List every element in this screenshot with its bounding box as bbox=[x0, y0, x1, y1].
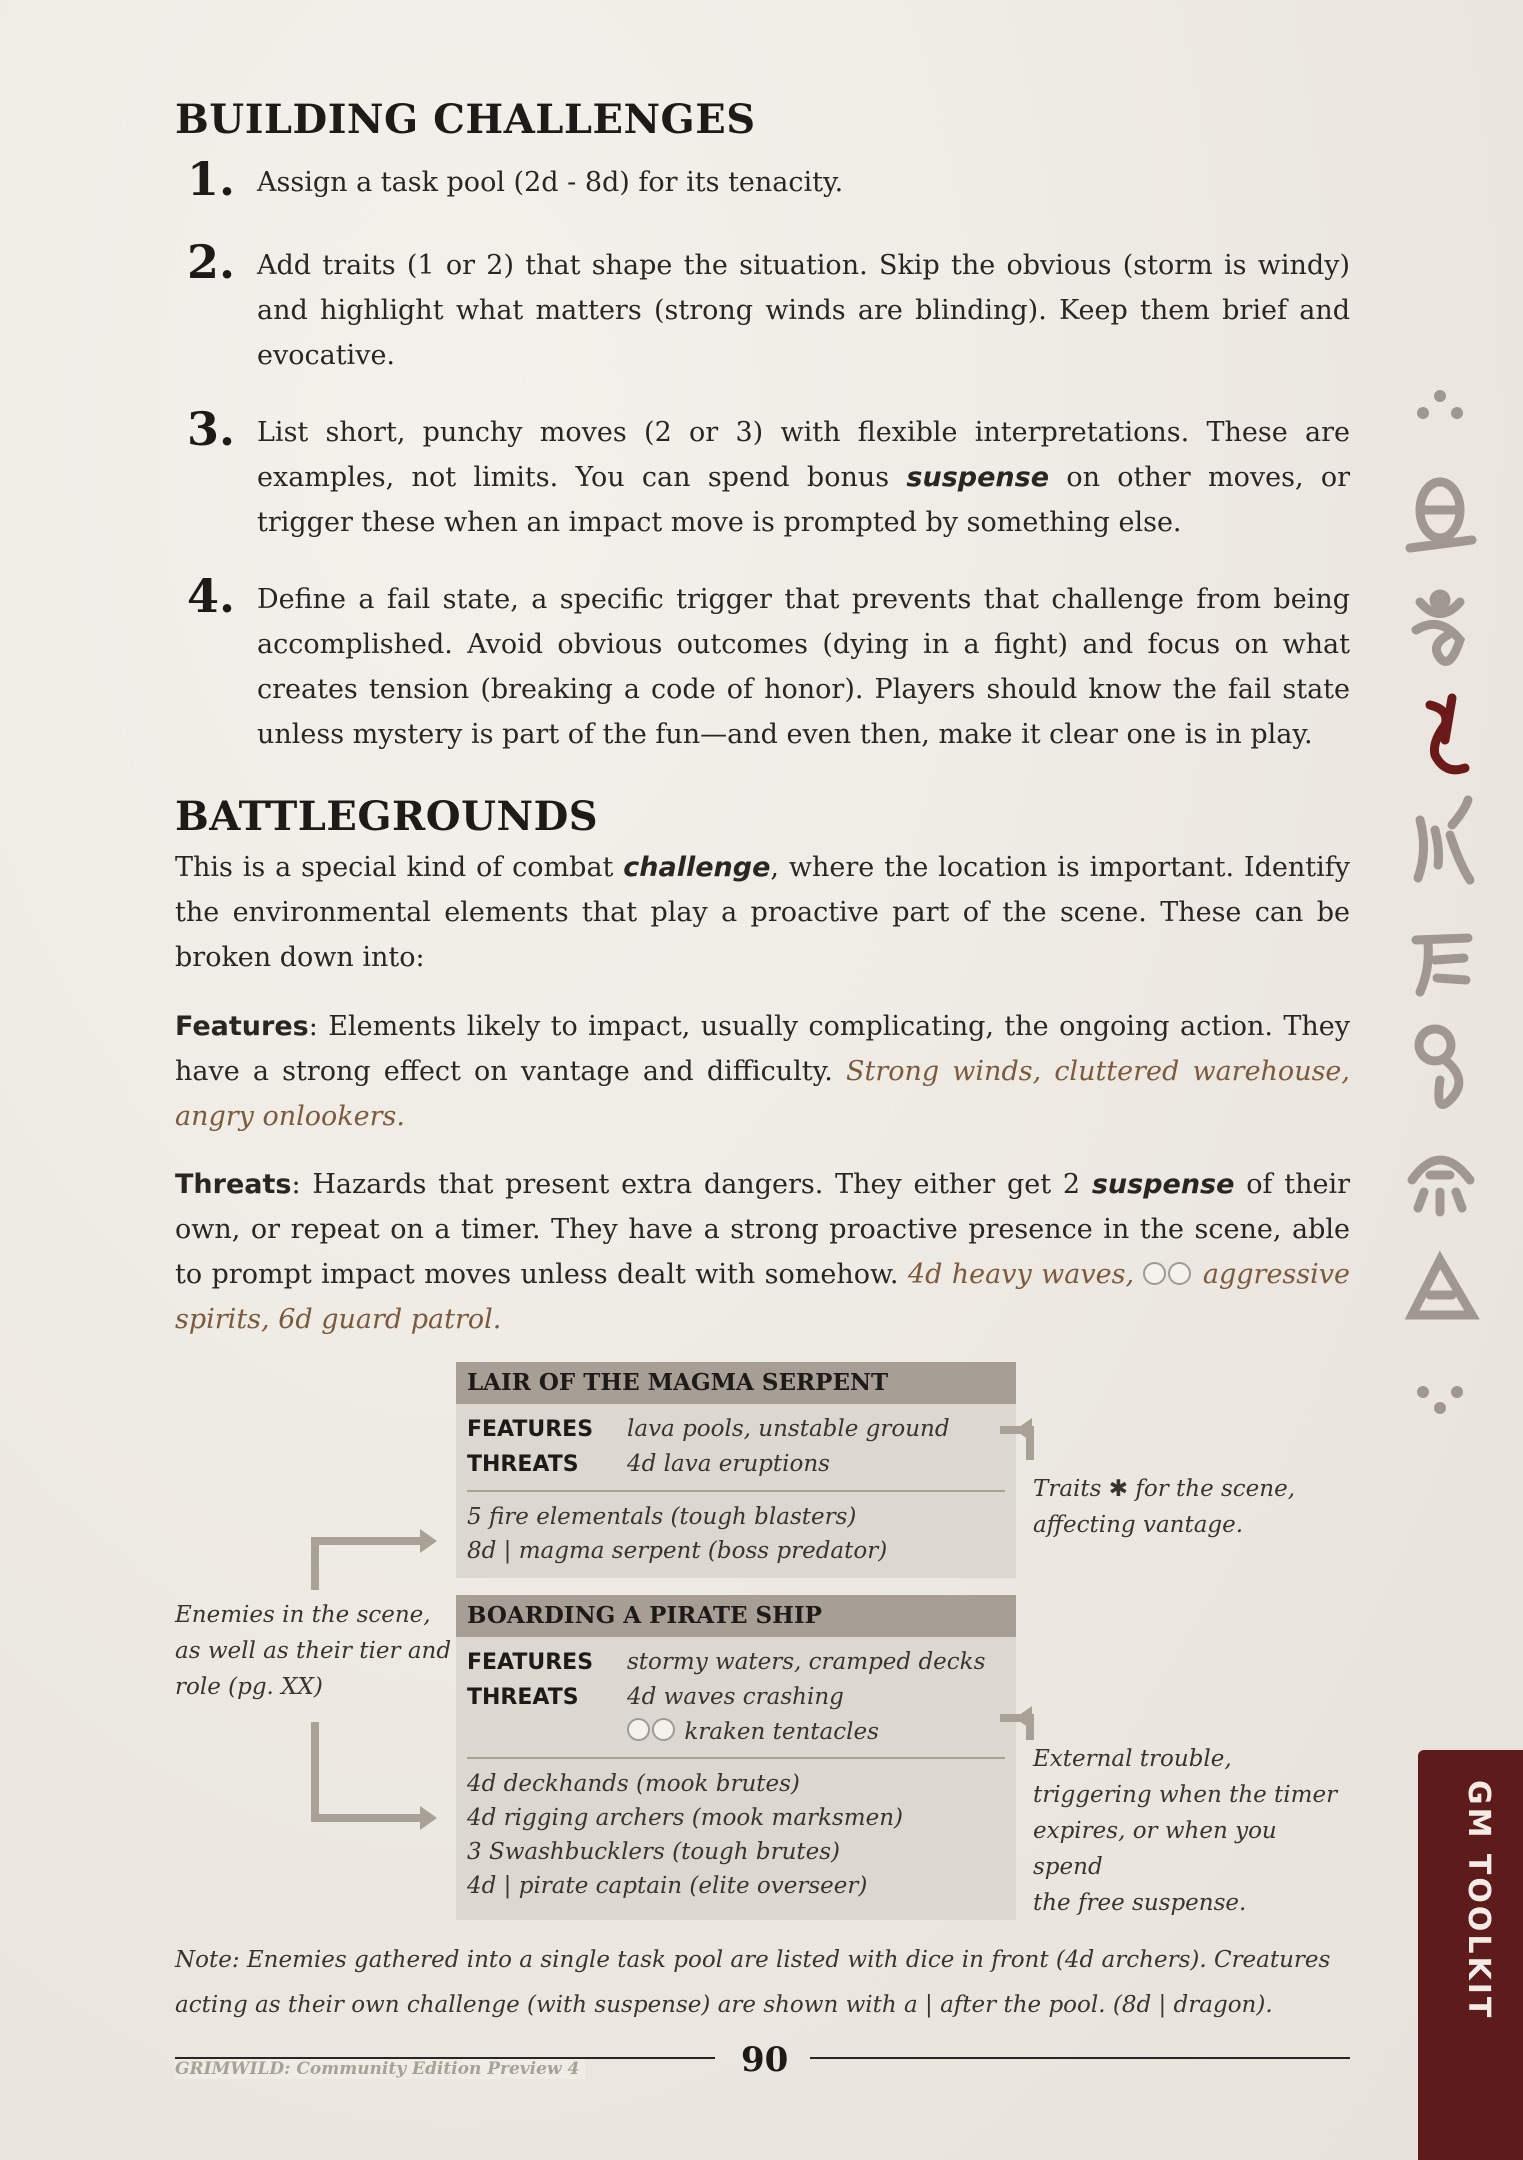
features-label: FEATURES bbox=[467, 1650, 594, 1675]
sigil-icon bbox=[1416, 938, 1468, 992]
sigil-icon bbox=[1412, 1160, 1470, 1212]
threat-value: kraken tentacles bbox=[684, 1719, 879, 1745]
step-text-part: List short, punchy moves (2 or 3) with flexible interpretations. These are examples, not limits. You can spend bonus bbox=[257, 417, 1350, 493]
threats-label: THREATS bbox=[467, 1685, 579, 1710]
timer-circle-icon bbox=[1143, 1262, 1166, 1285]
threats-paragraph bbox=[175, 1162, 1350, 1342]
threat-value: 4d waves crashing bbox=[627, 1684, 844, 1710]
sigil-icon bbox=[1419, 1029, 1459, 1105]
step-text: Define a fail state, a specific trigger that prevents that challenge from being accomplished. Avoid obvious outcomes (dying in a fight) and focus on what creates tension (breaking a code of honor). Players should know the fail state unless mystery is part of the fun—and even then, make it clear one is in play. bbox=[257, 584, 1350, 750]
features-paragraph bbox=[175, 1004, 1350, 1139]
note-text: affecting vantage. bbox=[1033, 1512, 1244, 1538]
features-label: FEATURES bbox=[467, 1417, 594, 1442]
threats-text: : Hazards that present extra dangers. They either get 2 bbox=[291, 1169, 1092, 1200]
keyword-suspense: suspense bbox=[906, 462, 1050, 493]
step-text: Add traits (1 or 2) that shape the situation. Skip the obvious (storm is windy) and highlight what matters (strong winds are blinding). Keep them brief and evocative. bbox=[257, 250, 1350, 371]
threats-label: THREATS bbox=[467, 1452, 579, 1477]
sigil-icon bbox=[1412, 1260, 1472, 1315]
arrow-head bbox=[1015, 1706, 1032, 1730]
sigil-icon bbox=[1430, 698, 1465, 770]
enemy-line: 4d | pirate captain (elite overseer) bbox=[467, 1873, 868, 1899]
side-note-external bbox=[1033, 1741, 1350, 1921]
sigil-icon bbox=[1410, 482, 1472, 548]
step-text-part: on other moves, or trigger these when an impact move is prompted by something else. bbox=[257, 462, 1350, 538]
asterisk-icon: ✱ bbox=[1108, 1476, 1129, 1502]
heading-building-challenges: BUILDING CHALLENGES bbox=[175, 96, 756, 143]
step-number: 1. bbox=[187, 152, 236, 206]
step-number: 2. bbox=[187, 235, 236, 289]
timer-circle-icon bbox=[1168, 1262, 1191, 1285]
step-number: 3. bbox=[187, 402, 236, 456]
step-text: Assign a task pool (2d - 8d) for its tenacity. bbox=[257, 167, 844, 198]
section-tab[interactable] bbox=[1418, 1750, 1523, 2160]
features-text: : Elements likely to impact, usually complicating, the ongoing action. They have a strong effect on vantage and difficulty. bbox=[175, 1011, 1350, 1087]
footer-title: GRIMWILD: Community Edition Preview 4 bbox=[175, 2059, 585, 2079]
keyword-challenge: challenge bbox=[623, 852, 771, 883]
arrow-enemies-lower bbox=[315, 1722, 420, 1818]
note-text: External trouble, bbox=[1033, 1746, 1232, 1772]
note-text: as well as their tier and bbox=[175, 1638, 452, 1664]
note-text: triggering when the timer bbox=[1033, 1782, 1338, 1808]
step-number: 4. bbox=[187, 569, 236, 623]
enemy-line: 4d rigging archers (mook marksmen) bbox=[467, 1805, 903, 1831]
glyph-rail bbox=[1390, 380, 1490, 1440]
page-number: 90 bbox=[741, 2040, 789, 2080]
arrow-head bbox=[420, 1529, 437, 1553]
note-text: expires, or when you spend bbox=[1033, 1818, 1277, 1880]
threats-example: aggressive spirits, 6d guard patrol. bbox=[175, 1259, 1350, 1335]
sigil-icon bbox=[1418, 800, 1470, 880]
tab-label: GM TOOLKIT bbox=[1461, 1780, 1496, 2021]
footer-rule-right bbox=[810, 2057, 1350, 2059]
note-text: Traits bbox=[1033, 1476, 1109, 1502]
example-title: LAIR OF THE MAGMA SERPENT bbox=[456, 1362, 1016, 1404]
enemy-line: 8d | magma serpent (boss predator) bbox=[467, 1538, 888, 1564]
note-text: Enemies in the scene, bbox=[175, 1602, 431, 1628]
features-value: lava pools, unstable ground bbox=[627, 1416, 950, 1442]
heading-battlegrounds: BATTLEGROUNDS bbox=[175, 793, 599, 840]
intro-text: This is a special kind of combat bbox=[175, 852, 624, 883]
arrow-head bbox=[1015, 1418, 1032, 1442]
dots-icon bbox=[1417, 1386, 1463, 1414]
enemy-line: 3 Swashbucklers (tough brutes) bbox=[467, 1839, 841, 1865]
note-text: role (pg. XX) bbox=[175, 1674, 323, 1700]
note-text: the free suspense. bbox=[1033, 1890, 1247, 1916]
threats-label: Threats bbox=[175, 1169, 292, 1200]
features-examples: Strong winds, cluttered warehouse, angry onlookers. bbox=[175, 1056, 1350, 1132]
arrow-enemies-upper bbox=[315, 1541, 420, 1590]
dots-icon bbox=[1417, 390, 1463, 419]
step-text bbox=[257, 410, 1350, 545]
callout-arrows bbox=[175, 1340, 1075, 1960]
threats-example: 4d heavy waves, bbox=[907, 1259, 1144, 1290]
example-title: BOARDING A PIRATE SHIP bbox=[456, 1595, 1016, 1637]
enemy-line: 5 fire elementals (tough blasters) bbox=[467, 1504, 857, 1530]
arrow-head bbox=[420, 1806, 437, 1830]
enemy-line: 4d deckhands (mook brutes) bbox=[467, 1771, 800, 1797]
intro-text: , where the location is important. Identify the environmental elements that play a proactive part of the scene. These can be broken down into: bbox=[175, 852, 1350, 973]
keyword-suspense: suspense bbox=[1091, 1169, 1235, 1200]
note-text: for the scene, bbox=[1128, 1476, 1296, 1502]
threats-text: of their own, or repeat on a timer. They have a strong proactive presence in the scene, able to prompt impact moves unless dealt with somehow. bbox=[175, 1169, 1350, 1290]
sigil-icon bbox=[1416, 594, 1460, 661]
threat-value: 4d lava eruptions bbox=[627, 1451, 830, 1477]
features-label: Features bbox=[175, 1011, 309, 1042]
note-paragraph: Note: Enemies gathered into a single task pool are listed with dice in front (4d archers). Creatures acting as their own challenge (with suspense) are shown with a | after the pool. (8d | dragon). bbox=[175, 1947, 1331, 2018]
features-value: stormy waters, cramped decks bbox=[627, 1649, 986, 1675]
battlegrounds-intro bbox=[175, 845, 1350, 980]
